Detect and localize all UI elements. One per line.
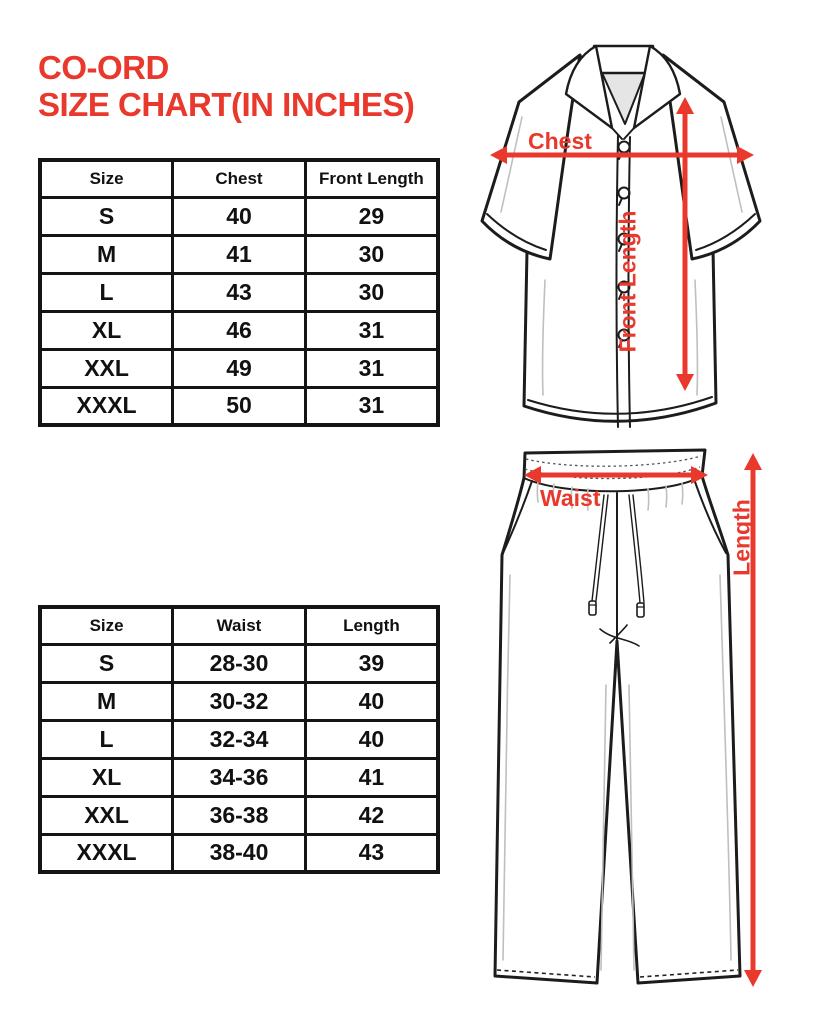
column-header: Size	[40, 607, 173, 644]
table-row	[40, 758, 438, 796]
column-header: Front Length	[305, 160, 438, 197]
table-row	[40, 387, 438, 425]
value-cell: 31	[305, 349, 438, 387]
table-row	[40, 235, 438, 273]
value-cell: 30	[305, 273, 438, 311]
column-header: Length	[305, 607, 438, 644]
value-cell: 31	[305, 311, 438, 349]
column-header: Waist	[173, 607, 306, 644]
column-header: Size	[40, 160, 173, 197]
value-cell: 43	[173, 273, 306, 311]
value-cell: 50	[173, 387, 306, 425]
value-cell: 49	[173, 349, 306, 387]
pants-table-header	[40, 607, 438, 644]
value-cell: 41	[173, 235, 306, 273]
value-cell: 40	[173, 197, 306, 235]
chest-label: Chest	[528, 128, 592, 154]
table-row	[40, 682, 438, 720]
size-cell: XXXL	[40, 834, 173, 872]
pants-diagram	[480, 445, 780, 1005]
table-row	[40, 644, 438, 682]
table-row	[40, 720, 438, 758]
value-cell: 46	[173, 311, 306, 349]
table-row	[40, 273, 438, 311]
size-cell: S	[40, 197, 173, 235]
table-row	[40, 796, 438, 834]
value-cell: 36-38	[173, 796, 306, 834]
size-cell: L	[40, 273, 173, 311]
page-title-line2: SIZE CHART(IN INCHES)	[38, 85, 415, 123]
table-row	[40, 197, 438, 235]
front-length-label: Front Length	[614, 210, 641, 353]
value-cell: 30-32	[173, 682, 306, 720]
size-cell: XXXL	[40, 387, 173, 425]
page-title-line1: CO-ORD	[38, 49, 169, 86]
value-cell: 28-30	[173, 644, 306, 682]
size-cell: L	[40, 720, 173, 758]
waist-label: Waist	[540, 485, 601, 511]
value-cell: 42	[305, 796, 438, 834]
page-title	[38, 50, 414, 124]
shirt-size-table	[38, 158, 440, 427]
value-cell: 41	[305, 758, 438, 796]
column-header: Chest	[173, 160, 306, 197]
size-cell: M	[40, 682, 173, 720]
size-cell: XL	[40, 311, 173, 349]
table-row	[40, 834, 438, 872]
value-cell: 39	[305, 644, 438, 682]
size-cell: S	[40, 644, 173, 682]
value-cell: 29	[305, 197, 438, 235]
value-cell: 40	[305, 720, 438, 758]
size-cell: XL	[40, 758, 173, 796]
shirt-diagram	[460, 25, 820, 445]
value-cell: 31	[305, 387, 438, 425]
value-cell: 40	[305, 682, 438, 720]
value-cell: 43	[305, 834, 438, 872]
value-cell: 34-36	[173, 758, 306, 796]
pants-size-table	[38, 605, 440, 874]
value-cell: 32-34	[173, 720, 306, 758]
table-row	[40, 349, 438, 387]
value-cell: 38-40	[173, 834, 306, 872]
size-cell: XXL	[40, 349, 173, 387]
value-cell: 30	[305, 235, 438, 273]
shirt-table-header	[40, 160, 438, 197]
length-label: Length	[728, 499, 755, 576]
size-cell: M	[40, 235, 173, 273]
pants-body	[495, 450, 740, 983]
table-row	[40, 311, 438, 349]
size-cell: XXL	[40, 796, 173, 834]
